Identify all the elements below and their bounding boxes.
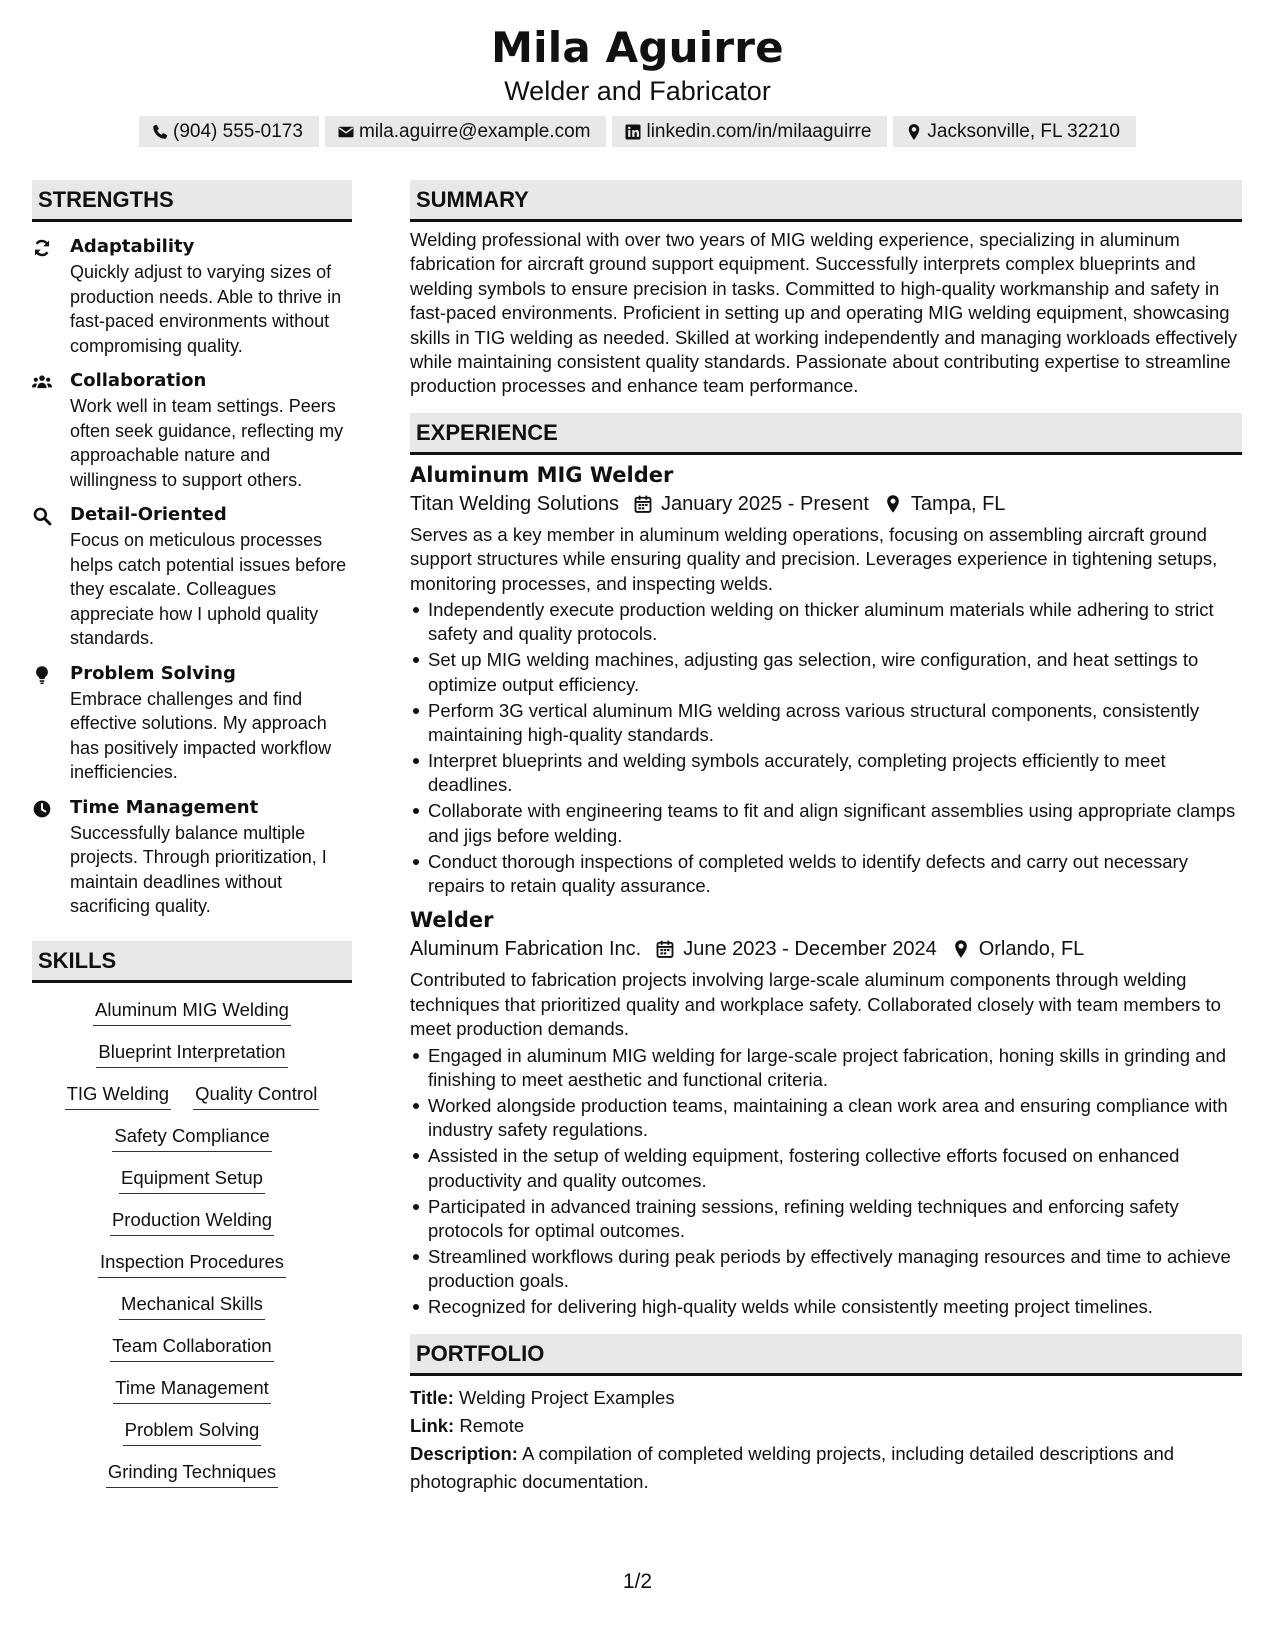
skill-tag: Inspection Procedures	[98, 1249, 286, 1278]
job-bullet: Collaborate with engineering teams to fit and align significant assemblies using appropriate clamps and jigs before welding.	[410, 799, 1242, 848]
contact-phone-text: (904) 555-0173	[173, 121, 303, 142]
resume-header	[0, 22, 1275, 147]
map-pin-icon	[951, 939, 971, 959]
job-company: Aluminum Fabrication Inc.	[410, 938, 642, 961]
strength-name: Time Management	[70, 796, 259, 818]
contact-bar	[0, 116, 1275, 147]
job-location: Orlando, FL	[978, 938, 1085, 961]
strength-item	[32, 234, 352, 358]
map-pin-icon	[883, 494, 903, 514]
portfolio-title-value: Welding Project Examples	[459, 1386, 675, 1408]
strength-item	[32, 502, 352, 651]
portfolio-link-row	[410, 1412, 1242, 1440]
job-bullet: Interpret blueprints and welding symbols accurately, completing projects efficiently to meet deadlines.	[410, 749, 1242, 798]
strength-name: Problem Solving	[70, 662, 236, 684]
job-bullet: Streamlined workflows during peak periods by effectively managing resources and time to achieve production goals.	[410, 1245, 1242, 1294]
skills-heading: SKILLS	[32, 941, 352, 983]
strength-item	[32, 795, 352, 919]
job-bullet: Participated in advanced training sessions, refining welding techniques and enforcing safety protocols for optimal outcomes.	[410, 1195, 1242, 1244]
sync-icon	[32, 238, 52, 258]
strengths-heading: STRENGTHS	[32, 180, 352, 222]
job-entry	[410, 906, 1242, 1319]
job-title: Aluminum MIG Welder	[410, 462, 674, 487]
candidate-title: Welder and Fabricator	[504, 76, 771, 106]
skill-tag: Mechanical Skills	[119, 1291, 265, 1320]
left-column	[32, 180, 352, 1488]
contact-phone[interactable]	[139, 116, 319, 147]
strength-desc: Quickly adjust to varying sizes of production needs. Able to thrive in fast-paced environments without compromising quality.	[70, 262, 342, 356]
job-meta	[410, 489, 1242, 519]
job-bullet: Set up MIG welding machines, adjusting gas selection, wire configuration, and heat settings to optimize output efficiency.	[410, 648, 1242, 697]
job-title: Welder	[410, 908, 494, 933]
contact-location-text: Jacksonville, FL 32210	[927, 121, 1120, 142]
strength-name: Adaptability	[70, 236, 195, 257]
strength-item	[32, 368, 352, 492]
summary-text: Welding professional with over two years of MIG welding experience, specializing in aluminum fabrication for aircraft ground support equipment. Successfully interprets complex blueprints and welding symbols to ensure precision in tasks. Committed to high-quality workmanship and safety in fast-paced environments. Proficient in setting up and operating MIG welding equipment, showcasing skills in TIG welding as needed. Skilled at working independently and managing workloads effectively while maintaining consistent quality standards. Passionate about contributing expertise to streamline production processes and enhance team performance.	[410, 229, 1238, 397]
skill-tag: Equipment Setup	[119, 1165, 265, 1194]
clock-icon	[32, 799, 52, 819]
contact-linkedin[interactable]	[612, 116, 887, 147]
skill-tag: Problem Solving	[123, 1417, 262, 1446]
skills-list	[32, 997, 352, 1488]
job-meta	[410, 934, 1242, 964]
map-pin-icon	[905, 123, 923, 141]
job-bullet: Independently execute production welding on thicker aluminum materials while adhering to strict safety and quality protocols.	[410, 598, 1242, 647]
envelope-icon	[337, 123, 355, 141]
skill-tag: Time Management	[113, 1375, 271, 1404]
contact-linkedin-text: linkedin.com/in/milaaguirre	[646, 121, 872, 142]
skill-tag: Grinding Techniques	[106, 1459, 278, 1488]
contact-email[interactable]	[325, 116, 607, 147]
portfolio-link-label: Link:	[410, 1414, 455, 1436]
portfolio-entry	[410, 1384, 1242, 1496]
job-summary: Contributed to fabrication projects involving large-scale aluminum components through welding techniques that prioritized quality and workplace safety. Collaborated closely with team members to meet production demands.	[410, 969, 1221, 1040]
strength-item	[32, 661, 352, 785]
candidate-name: Mila Aguirre	[491, 23, 784, 72]
job-bullet: Conduct thorough inspections of completed welds to identify defects and carry out necessary repairs to retain quality assurance.	[410, 850, 1242, 899]
skill-tag: Team Collaboration	[110, 1333, 273, 1362]
job-company: Titan Welding Solutions	[410, 492, 620, 515]
job-dates: January 2025 - Present	[661, 492, 869, 515]
summary-heading: SUMMARY	[410, 180, 1242, 222]
skill-tag: Aluminum MIG Welding	[93, 997, 291, 1026]
strength-desc: Embrace challenges and find effective solutions. My approach has positively impacted workflow inefficiencies.	[70, 688, 332, 782]
portfolio-link-value[interactable]: Remote	[459, 1414, 525, 1436]
strength-desc: Focus on meticulous processes helps catch potential issues before they escalate. Colleagues appreciate how I uphold quality standards.	[70, 530, 347, 648]
skill-tag: Safety Compliance	[112, 1123, 271, 1152]
portfolio-heading: PORTFOLIO	[410, 1334, 1242, 1376]
skill-tag: TIG Welding	[65, 1081, 171, 1110]
phone-icon	[151, 123, 169, 141]
job-bullets	[410, 598, 1242, 898]
contact-location[interactable]	[893, 116, 1136, 147]
contact-email-text: mila.aguirre@example.com	[358, 121, 591, 142]
job-bullet: Recognized for delivering high-quality welds while consistently meeting project timelines.	[410, 1295, 1242, 1319]
strength-desc: Successfully balance multiple projects. Through prioritization, I maintain deadlines without sacrificing quality.	[70, 822, 327, 916]
strength-name: Collaboration	[70, 370, 207, 391]
skill-tag: Blueprint Interpretation	[96, 1039, 287, 1068]
job-location: Tampa, FL	[910, 492, 1006, 515]
portfolio-desc-row	[410, 1440, 1242, 1496]
lightbulb-icon	[32, 665, 52, 685]
right-column	[410, 180, 1242, 1496]
job-summary: Serves as a key member in aluminum welding operations, focusing on assembling aircraft ground support structures while ensuring quality and precision. Leverages experience in tightening setups, monitoring processes, and inspecting welds.	[410, 523, 1218, 594]
portfolio-desc-label: Description:	[410, 1442, 518, 1464]
search-icon	[32, 506, 52, 526]
users-icon	[32, 372, 52, 392]
experience-heading: EXPERIENCE	[410, 413, 1242, 455]
job-bullet: Worked alongside production teams, maintaining a clean work area and ensuring compliance with industry safety regulations.	[410, 1094, 1242, 1143]
calendar-icon	[655, 939, 675, 959]
strength-name: Detail-Oriented	[70, 504, 227, 525]
job-bullet: Engaged in aluminum MIG welding for large-scale project fabrication, honing skills in grinding and finishing to meet aesthetic and functional criteria.	[410, 1044, 1242, 1093]
page-number: 1/2	[622, 1570, 653, 1593]
skill-tag: Production Welding	[110, 1207, 274, 1236]
job-bullet: Assisted in the setup of welding equipment, fostering collective efforts focused on enhanced productivity and quality outcomes.	[410, 1144, 1242, 1193]
portfolio-title-row	[410, 1384, 1242, 1412]
linkedin-icon	[624, 123, 642, 141]
job-dates: June 2023 - December 2024	[683, 938, 937, 961]
calendar-icon	[633, 494, 653, 514]
job-bullet: Perform 3G vertical aluminum MIG welding across various structural components, consistently maintaining high-quality standards.	[410, 699, 1242, 748]
portfolio-title-label: Title:	[410, 1386, 454, 1408]
job-bullets	[410, 1044, 1242, 1320]
skill-tag: Quality Control	[193, 1081, 319, 1110]
job-entry	[410, 461, 1242, 899]
portfolio-desc-value: A compilation of completed welding projects, including detailed descriptions and photographic documentation.	[410, 1442, 1175, 1492]
strength-desc: Work well in team settings. Peers often seek guidance, reflecting my approachable nature and willingness to support others.	[70, 396, 344, 490]
